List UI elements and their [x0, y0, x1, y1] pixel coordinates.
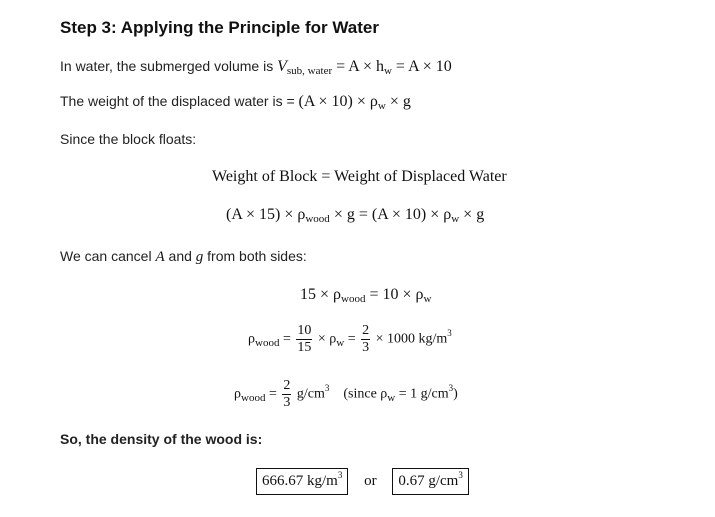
answer-box-kgm3 [256, 468, 348, 495]
answer-box-gcm3 [392, 468, 469, 495]
volume-subscript: sub, water [286, 65, 333, 77]
volume-expr-end: = A × 10 [395, 58, 452, 75]
fraction-2-3 [361, 324, 370, 355]
eq5-paren-close: ) [453, 386, 458, 402]
eq5-rho: ρ [234, 386, 241, 402]
simplified-equation [300, 286, 431, 304]
eq4-eq2: = [347, 331, 356, 347]
eq5-eq: = [268, 386, 277, 402]
eq4-tail-sup: 3 [447, 327, 452, 338]
eq3-sub-wood: wood [341, 293, 366, 305]
answer-kgm3-value: 666.67 kg/m [262, 473, 338, 489]
eq4-rho-sub: wood [255, 336, 280, 349]
cancel-var-a: A [155, 249, 165, 265]
eq3-part2: = 10 × ρ [369, 286, 424, 303]
eq3-sub-w: w [423, 293, 432, 305]
eq2-part3: × g [463, 206, 485, 223]
section-heading: Step 3: Applying the Principle for Water [60, 18, 379, 37]
eq4-mid-sub: w [336, 336, 345, 349]
cancel-pre-text: We can cancel [60, 248, 152, 264]
rho-w-subscript: w [377, 100, 386, 112]
submerged-volume-text: In water, the submerged volume is [60, 58, 274, 74]
eq2-part1: (A × 15) × ρ [226, 206, 306, 223]
submerged-volume-expression [277, 58, 452, 75]
submerged-volume-line [60, 58, 452, 76]
eq5-paren: (since ρ [343, 386, 388, 402]
eq2-part2: × g = (A × 10) × ρ [333, 206, 452, 223]
conclusion-text: So, the density of the wood is: [60, 431, 263, 447]
volume-symbol: V [277, 58, 287, 75]
eq4-rho: ρ [248, 331, 255, 347]
expanded-balance-equation [226, 206, 484, 224]
fraction-10-15 [296, 324, 312, 355]
weight-balance-equation: Weight of Block = Weight of Displaced Water [212, 168, 507, 185]
eq4-eq: = [282, 331, 291, 347]
fraction-numerator: 2 [362, 323, 370, 338]
fraction-numerator: 2 [283, 378, 291, 393]
fraction-denominator: 3 [283, 395, 291, 410]
eq4-mid: × ρ [317, 331, 337, 347]
block-floats-text: Since the block floats: [60, 131, 197, 147]
displaced-weight-expression [299, 93, 411, 110]
eq5-rho-sub: wood [241, 391, 266, 404]
density-ratio-equation [248, 324, 452, 355]
displaced-expr-b: × g [389, 93, 411, 110]
fraction-denominator: 3 [362, 340, 370, 355]
displaced-weight-text: The weight of the displaced water is = [60, 93, 295, 109]
eq4-tail: × 1000 kg/m [375, 331, 448, 347]
eq5-paren-sub: w [387, 391, 396, 404]
cancel-post-text: from both sides: [207, 248, 307, 264]
final-answer [256, 468, 469, 495]
eq5-paren-rest: = 1 g/cm [398, 386, 449, 402]
eq2-sub-w: w [451, 213, 460, 225]
eq5-paren-sup: 3 [448, 382, 454, 393]
fraction-denominator: 15 [297, 340, 312, 355]
answer-kgm3-sup: 3 [337, 470, 343, 480]
answer-gcm3-value: 0.67 g/cm [398, 473, 459, 489]
eq2-sub-wood: wood [305, 213, 330, 225]
answer-or: or [364, 473, 377, 489]
eq5-unit: g/cm [296, 386, 325, 402]
displaced-weight-line [60, 93, 411, 111]
displaced-expr-a: (A × 10) × ρ [298, 93, 378, 110]
volume-expr: = A × h [336, 58, 384, 75]
cancel-terms-line [60, 248, 307, 266]
cancel-var-g: g [195, 249, 204, 265]
density-gcm-equation [234, 379, 458, 410]
fraction-2-3 [282, 379, 291, 410]
fraction-numerator: 10 [297, 323, 312, 338]
eq5-unit-sup: 3 [324, 382, 330, 393]
cancel-mid-text: and [168, 248, 192, 264]
answer-gcm3-sup: 3 [458, 470, 463, 480]
eq3-part1: 15 × ρ [300, 286, 342, 303]
height-subscript: w [383, 65, 392, 77]
